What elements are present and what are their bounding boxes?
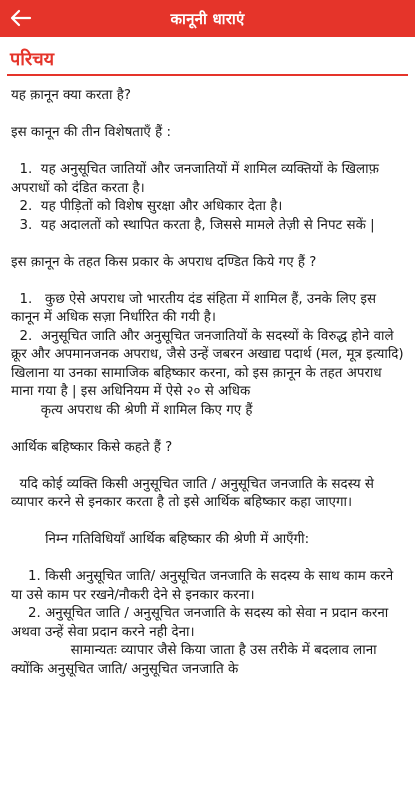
crime-item: 1. कुछ ऐसे अपराध जो भारतीय दंड संहिता में शामिल हैं, उनके लिए इस कानून में अधिक सज़ा निर्धारित की गयी है। <box>11 291 381 325</box>
arrow-left-icon <box>10 9 32 27</box>
activity-item: सामान्यतः व्यापार जैसे किया जाता है उस तरीके में बदलाव लाना क्योंकि अनुसूचित जाति/ अनुसूचित जनजाति के <box>11 643 381 677</box>
page-title: कानूनी धाराएं <box>170 9 245 28</box>
feature-item: 1. यह अनुसूचित जातियों और जनजातियों में शामिल व्यक्तियों के खिलाफ़ अपराधों को दंडित करता है। <box>11 162 384 196</box>
section-title: परिचय <box>10 49 55 70</box>
question-crimes: इस क़ानून के तहत किस प्रकार के अपराध दण्डित किये गए हैं ? <box>11 254 317 270</box>
feature-item: 2. यह पीड़ितों को विशेष सुरक्षा और अधिकार देता है। <box>11 199 283 214</box>
question-what-law-does: यह क़ानून क्या करता है? <box>11 88 131 103</box>
question-economic-boycott: आर्थिक बहिष्कार किसे कहते हैं ? <box>11 439 173 455</box>
economic-boycott-definition: यदि कोई व्यक्ति किसी अनुसूचित जाति / अनुसूचित जनजाति के सदस्य से व्यापार करने से इनकार करता है तो इसे आर्थिक बहिष्कार कहा जाएगा। <box>11 476 379 510</box>
feature-item: 3. यह अदालतों को स्थापित करता है, जिससे मामले तेज़ी से निपट सकें | <box>11 217 375 233</box>
app-bar <box>0 0 415 37</box>
back-button[interactable] <box>4 3 38 33</box>
activities-intro: निम्न गतिविधियाँ आर्थिक बहिष्कार की श्रेणी में आएँगी: <box>11 532 310 547</box>
article-body <box>11 87 408 679</box>
activity-item: 1. किसी अनुसूचित जाति/ अनुसूचित जनजाति के सदस्य के साथ काम करने या उसे काम पर रखने/नौकरी देने से इनकार करना। <box>11 569 398 603</box>
crime-item-continued: कृत्य अपराध की श्रेणी में शामिल किए गए हैं <box>11 402 253 418</box>
features-intro: इस कानून की तीन विशेषताएँ हैं : <box>11 125 171 140</box>
section-header <box>7 44 408 76</box>
crime-item: 2. अनुसूचित जाति और अनुसूचित जनजातियों के सदस्यों के विरुद्ध होने वाले क्रूर और अपमानजनक अपराध, जैसे उन्हें जबरन अखाद्य पदार्थ (मल, मूत्र इत्यादि) खिलाना या उनका सामाजिक बहिष्कार करना, को इस क़ानून के तहत अपराध माना गया है | इस अधिनियम में ऐसे २० से अधिक <box>11 328 408 399</box>
activity-item: 2. अनुसूचित जाति / अनुसूचित जनजाति के सदस्य को सेवा न प्रदान करना अथवा उन्हें सेवा प्रदान करने नही देना। <box>11 606 393 640</box>
